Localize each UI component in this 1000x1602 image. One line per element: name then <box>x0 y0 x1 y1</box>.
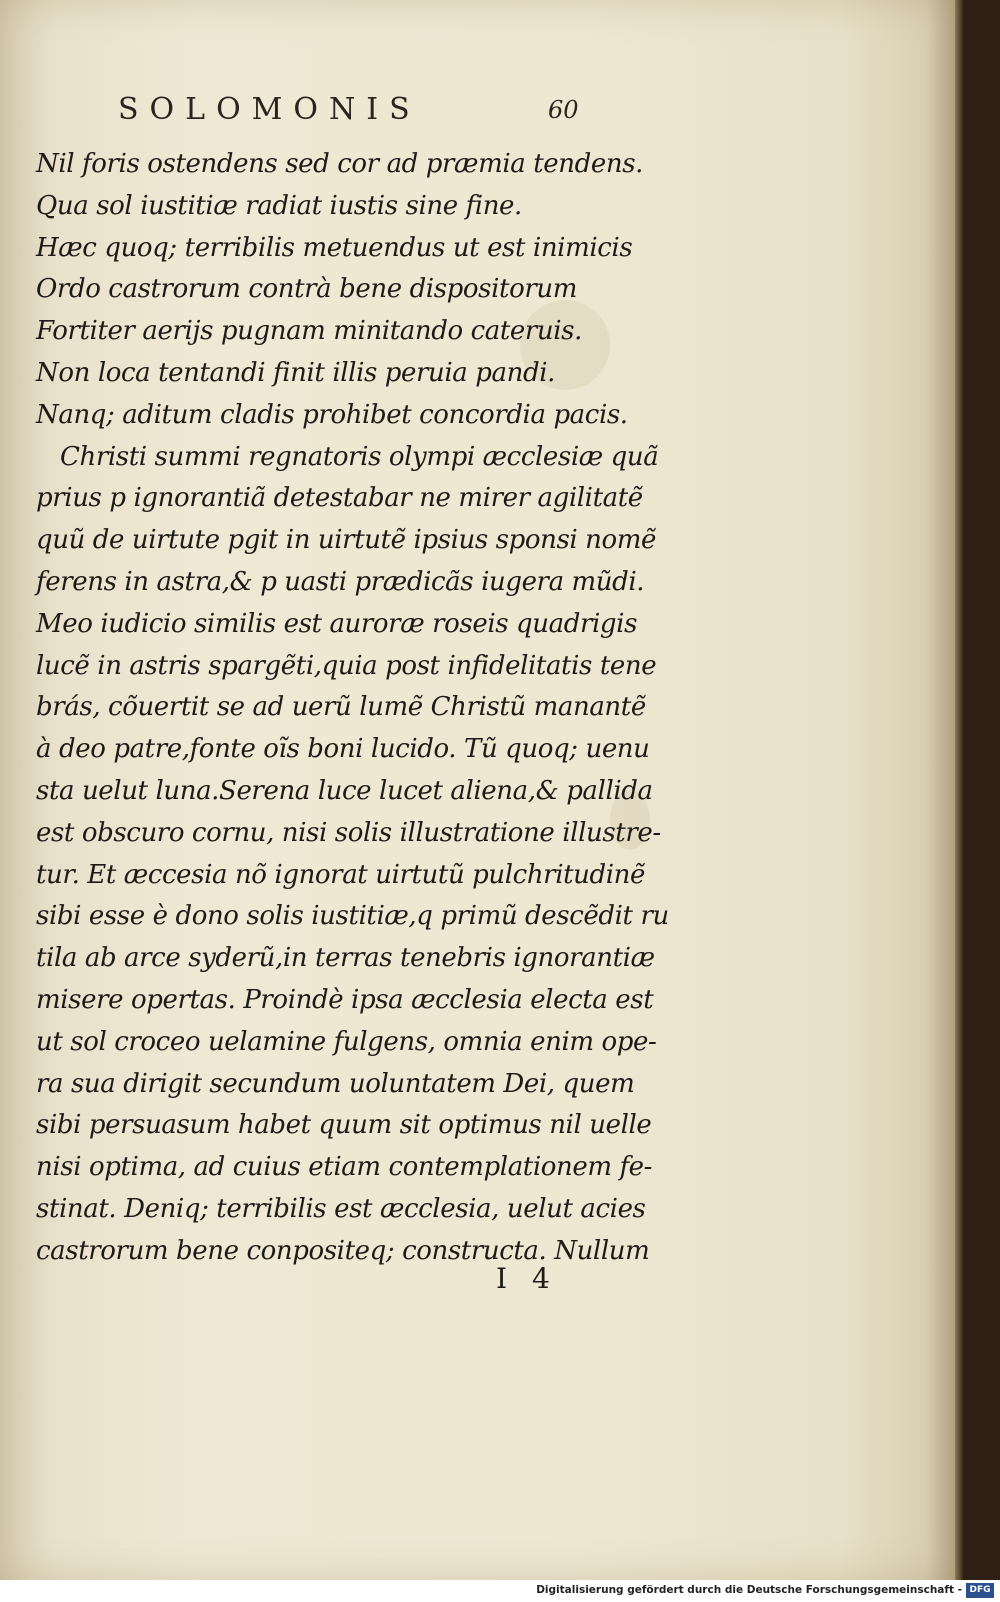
text-line: sibi esse è dono solis iustitiæ,q primũ descẽdit ru <box>36 901 669 932</box>
dfg-logo: DFG <box>966 1583 994 1598</box>
text-line: stinat. Deniq; terribilis est æcclesia, uelut acies <box>36 1193 646 1224</box>
signature-mark: I 4 <box>496 1262 558 1295</box>
text-line: Qua sol iustitiæ radiat iustis sine fine. <box>36 190 522 221</box>
text-line: Fortiter aerijs pugnam minitando cateruis. <box>36 316 582 347</box>
text-line: est obscuro cornu, nisi solis illustratione illustre- <box>36 817 661 848</box>
text-line: ut sol croceo uelamine fulgens, omnia enim ope- <box>36 1026 657 1057</box>
text-line: nisi optima, ad cuius etiam contemplationem fe- <box>36 1152 653 1183</box>
text-line: misere opertas. Proindè ipsa æcclesia electa est <box>36 984 654 1015</box>
text-line: tila ab arce syderũ,in terras tenebris ignorantiæ <box>36 943 655 974</box>
text-line: Christi summi regnatoris olympi æcclesiæ quã <box>60 441 659 472</box>
text-line: sibi persuasum habet quum sit optimus nil uelle <box>36 1110 652 1141</box>
text-line: Nil foris ostendens sed cor ad præmia tendens. <box>36 149 643 179</box>
text-block <box>36 144 669 1273</box>
text-line: à deo patre,fonte oĩs boni lucido. Tũ quoq; uenu <box>36 734 650 765</box>
text-line: tur. Et æccesia nõ ignorat uirtutũ pulchritudinẽ <box>36 859 646 890</box>
running-title: SOLOMONIS <box>118 92 421 127</box>
text-line: lucẽ in astris spargẽti,quia post infidelitatis tene <box>36 650 657 681</box>
text-line: quũ de uirtute pgit in uirtutẽ ipsius sponsi nomẽ <box>36 525 657 556</box>
page-header <box>118 92 638 142</box>
text-line: Ordo castrorum contrà bene dispositorum <box>36 274 577 305</box>
text-line: Nanq; aditum cladis prohibet concordia pacis. <box>36 399 628 430</box>
page-edge <box>955 0 963 1580</box>
digitization-footer <box>0 1580 1000 1602</box>
folio-number: 60 <box>548 96 579 124</box>
footer-credit: Digitalisierung gefördert durch die Deutsche Forschungsgemeinschaft - <box>536 1584 962 1596</box>
text-line: ferens in astra,& p uasti prædicãs iugera mũdi. <box>36 566 645 597</box>
text-line: Hæc quoq; terribilis metuendus ut est inimicis <box>36 232 633 263</box>
text-line: Meo iudicio similis est auroræ roseis quadrigis <box>36 608 638 639</box>
text-line: Non loca tentandi finit illis peruia pandi. <box>36 357 555 388</box>
text-line: sta uelut luna.Serena luce lucet aliena,& pallida <box>36 775 653 806</box>
text-line: castrorum bene conpositeq; constructa. Nullum <box>36 1235 650 1266</box>
text-line: brás, cõuertit se ad uerũ lumẽ Christũ manantẽ <box>36 692 646 723</box>
text-line: ra sua dirigit secundum uoluntatem Dei, quem <box>36 1068 635 1099</box>
text-line: prius p ignorantiã detestabar ne mirer agilitatẽ <box>36 483 643 514</box>
